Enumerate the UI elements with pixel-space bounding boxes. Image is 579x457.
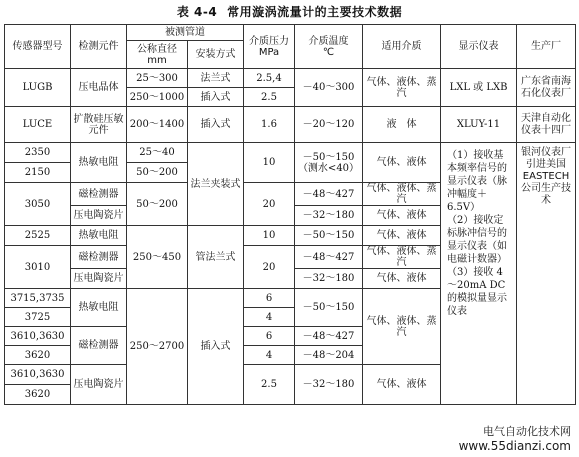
- cell-temperature: －32～180: [295, 269, 363, 289]
- cell-medium: 气体、液体: [363, 226, 441, 246]
- cell-diameter: 250～450: [127, 226, 188, 289]
- cell-model: 2350: [5, 143, 71, 163]
- cell-temperature: －48～427: [295, 246, 363, 269]
- tech-data-table: [4, 24, 576, 405]
- cell-install: 插入式: [188, 107, 244, 143]
- cell-model: 3620: [5, 385, 71, 405]
- cell-pressure: 6: [244, 327, 295, 346]
- header-temperature: 介质温度 ℃: [295, 25, 363, 69]
- table-number: 表 4-4: [176, 5, 218, 19]
- cell-install: 插入式: [188, 88, 244, 107]
- cell-temperature: －32～180: [295, 206, 363, 226]
- cell-temperature: －32～180: [295, 365, 363, 405]
- cell-medium: 气体、液体、蒸汽: [363, 246, 441, 269]
- cell-install: 插入式: [188, 289, 244, 405]
- cell-pressure: 2.5: [244, 88, 295, 107]
- cell-pressure: 10: [244, 143, 295, 183]
- cell-model: 3725: [5, 308, 71, 327]
- cell-medium: 气体、液体、蒸汽: [363, 69, 441, 107]
- cell-model: 3050: [5, 183, 71, 226]
- cell-maker: 银河仪表厂引进美国EASTECH公司生产技术: [517, 143, 576, 405]
- display-notes: [441, 143, 517, 405]
- table-row: [5, 143, 576, 163]
- cell-medium: 气体、液体、蒸汽: [363, 289, 441, 365]
- cell-display: XLUY-11: [441, 107, 517, 143]
- cell-temperature: －50～150 （测水<40）: [295, 143, 363, 183]
- table-title: [0, 3, 579, 21]
- cell-model: 3715,3735: [5, 289, 71, 308]
- table-caption: 常用漩涡流量计的主要技术数据: [227, 5, 403, 19]
- cell-medium: 气体、液体: [363, 365, 441, 405]
- cell-detector: 磁检测器: [71, 327, 127, 365]
- cell-medium: 气体、液体、蒸汽: [363, 183, 441, 206]
- cell-install: 法兰夹装式: [188, 143, 244, 226]
- cell-diameter: 250～2700: [127, 289, 188, 405]
- header-pipe: 被测管道: [127, 25, 244, 41]
- cell-model: 2525: [5, 226, 71, 246]
- cell-model: LUCE: [5, 107, 71, 143]
- cell-pressure: 6: [244, 289, 295, 308]
- cell-detector: 热敏电阻: [71, 226, 127, 246]
- cell-model: 2150: [5, 163, 71, 183]
- cell-display: LXL 或 LXB: [441, 69, 517, 107]
- table-row: [5, 69, 576, 88]
- cell-pressure: 4: [244, 308, 295, 327]
- cell-temperature: －48～204: [295, 346, 363, 365]
- watermark-site-name: 电气自动化技术网: [483, 425, 571, 438]
- cell-medium: 气体、液体: [363, 206, 441, 226]
- cell-model: 3010: [5, 246, 71, 289]
- cell-model: 3610,3630: [5, 327, 71, 346]
- cell-detector: 磁检测器: [71, 246, 127, 269]
- header-sensor-model: 传感器型号: [5, 25, 71, 69]
- cell-diameter: 50～200: [127, 163, 188, 183]
- cell-diameter: 25～40: [127, 143, 188, 163]
- cell-pressure: 10: [244, 226, 295, 246]
- watermark: [459, 425, 571, 453]
- cell-model: 3620: [5, 346, 71, 365]
- header-install: 安装方式: [188, 41, 244, 69]
- cell-medium: 气体、液体: [363, 269, 441, 289]
- cell-install: 管法兰式: [188, 226, 244, 289]
- cell-detector: 压电陶瓷片: [71, 206, 127, 226]
- cell-diameter: 250～1000: [127, 88, 188, 107]
- cell-maker: 天津自动化仪表十四厂: [517, 107, 576, 143]
- cell-detector: 压电陶瓷片: [71, 269, 127, 289]
- cell-detector: 热敏电阻: [71, 143, 127, 183]
- cell-medium: 气体、液体: [363, 143, 441, 183]
- header-pressure: 介质压力 MPa: [244, 25, 295, 69]
- cell-temperature: －40～300: [295, 69, 363, 107]
- header-detector: 检测元件: [71, 25, 127, 69]
- cell-detector: 扩散硅压敏元件: [71, 107, 127, 143]
- cell-pressure: 2.5,4: [244, 69, 295, 88]
- display-note: （2）接收定标脉冲信号的显示仪表（如电磁计数器）: [447, 215, 507, 265]
- cell-temperature: －20～120: [295, 107, 363, 143]
- cell-model: 3610,3630: [5, 365, 71, 385]
- header-display: 显示仪表: [441, 25, 517, 69]
- display-note: （1）接收基本频率信号的显示仪表（脉冲幅度＋6.5V）: [447, 150, 507, 213]
- cell-pressure: 20: [244, 246, 295, 289]
- cell-pressure: 1.6: [244, 107, 295, 143]
- watermark-url: www.55dianzi.com: [458, 439, 571, 453]
- cell-diameter: 200～1400: [127, 107, 188, 143]
- header-medium: 适用介质: [363, 25, 441, 69]
- header-maker: 生产厂: [517, 25, 576, 69]
- table-row: [5, 107, 576, 143]
- cell-temperature: －50～150: [295, 226, 363, 246]
- cell-medium: 液 体: [363, 107, 441, 143]
- cell-diameter: 25～300: [127, 69, 188, 88]
- cell-pressure: 2.5: [244, 365, 295, 405]
- cell-install: 法兰式: [188, 69, 244, 88]
- cell-detector: 磁检测器: [71, 183, 127, 206]
- cell-diameter: 50～200: [127, 183, 188, 226]
- cell-temperature: －48～427: [295, 327, 363, 346]
- display-note: （3）接收 4～20mA DC 的模拟量显示仪表: [447, 267, 507, 317]
- cell-temperature: －48～427: [295, 183, 363, 206]
- header-nominal-diameter: 公称直径 mm: [127, 41, 188, 69]
- cell-detector: 压电陶瓷片: [71, 365, 127, 405]
- cell-temperature: －50～150: [295, 289, 363, 327]
- cell-maker: 广东省南海石化仪表厂: [517, 69, 576, 107]
- cell-detector: 压电晶体: [71, 69, 127, 107]
- cell-pressure: 20: [244, 183, 295, 226]
- cell-detector: 热敏电阻: [71, 289, 127, 327]
- cell-model: LUGB: [5, 69, 71, 107]
- cell-pressure: 4: [244, 346, 295, 365]
